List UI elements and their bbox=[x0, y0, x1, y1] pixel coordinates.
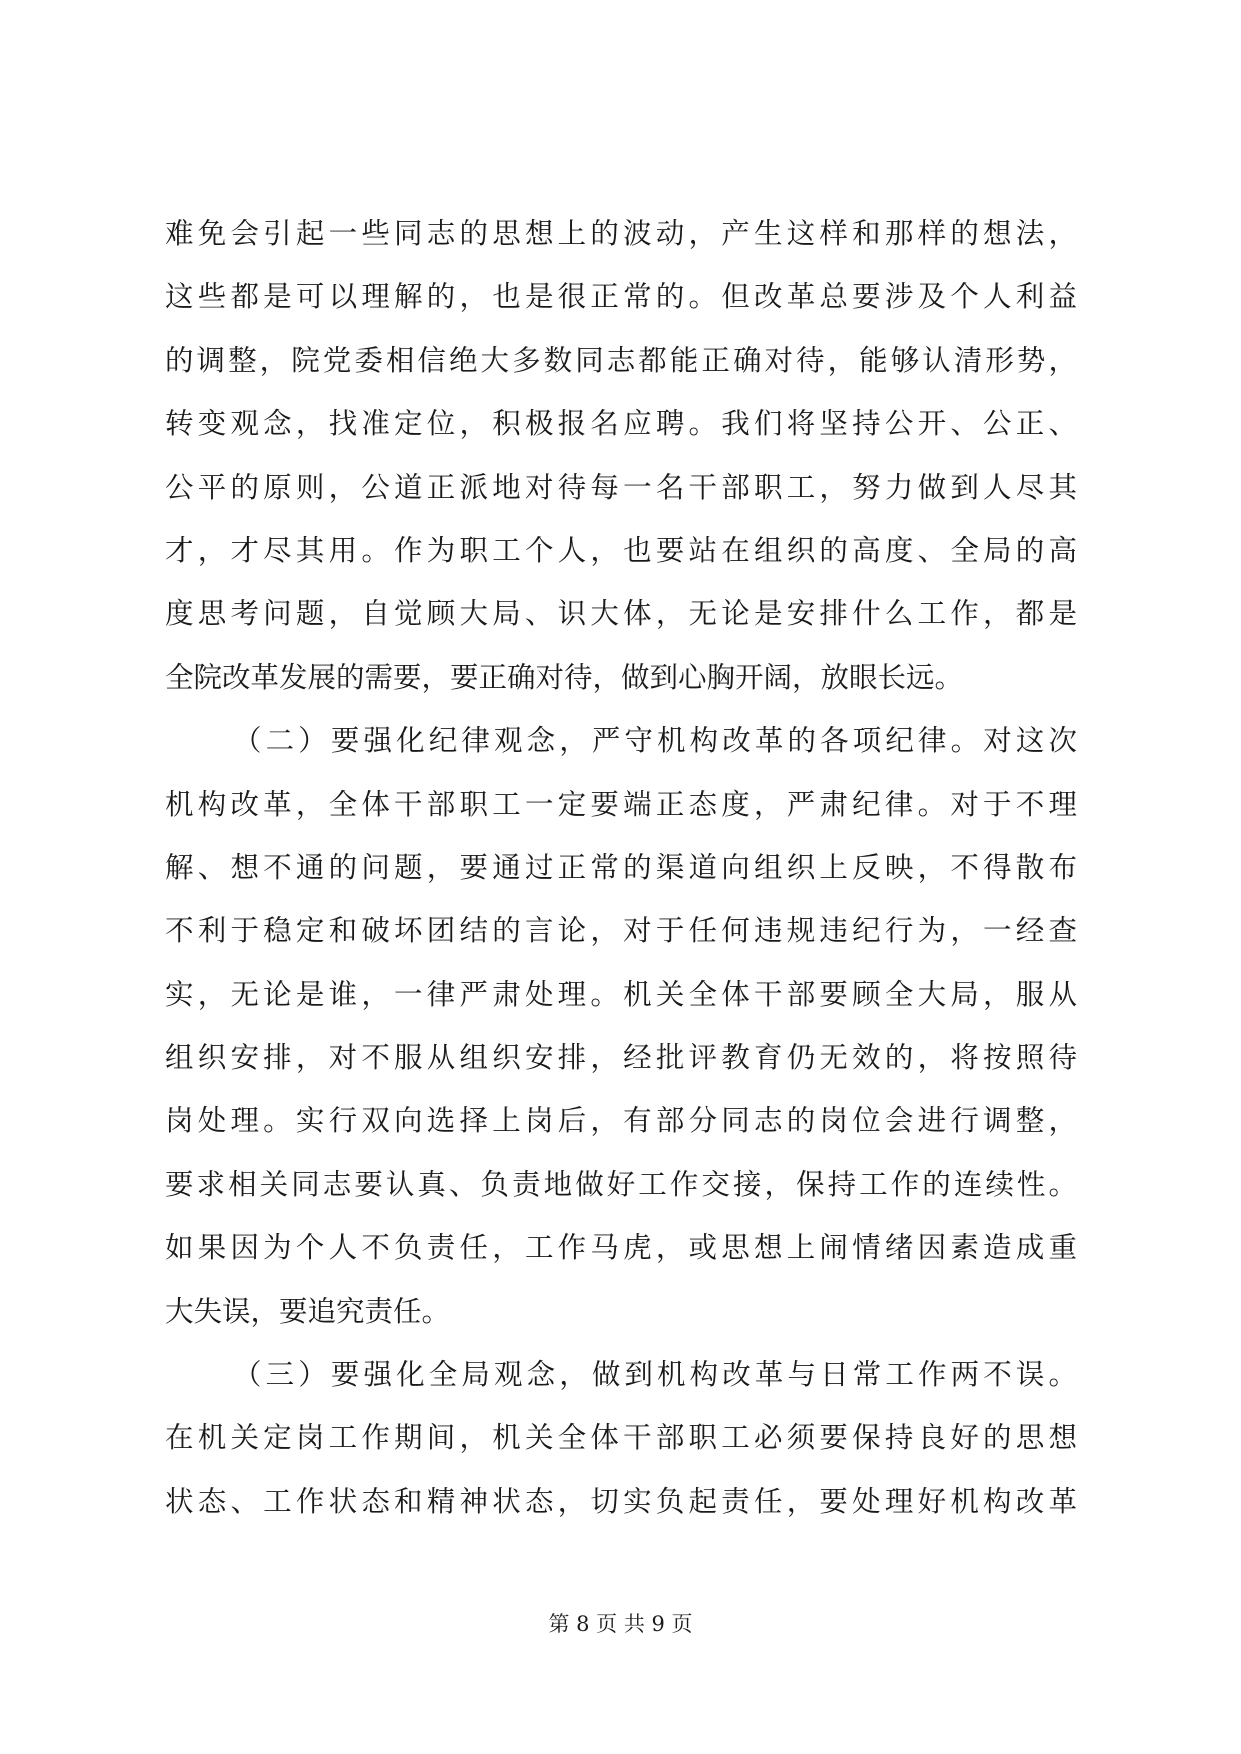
body-text bbox=[165, 202, 1077, 1533]
text-line: 如果因为个人不负责任，工作马虎，或思想上闹情绪因素造成重 bbox=[165, 1231, 1077, 1265]
text-line: 机构改革，全体干部职工一定要端正态度，严肃纪律。对于不理 bbox=[165, 787, 1077, 821]
paragraph-heading-3: （三）要强化全局观念，做到机构改革与日常工作两不误。 bbox=[233, 1358, 1077, 1392]
paragraph-heading-2: （二）要强化纪律观念，严守机构改革的各项纪律。对这次 bbox=[233, 724, 1077, 758]
text-line: 组织安排，对不服从组织安排，经批评教育仍无效的，将按照待 bbox=[165, 1041, 1077, 1075]
text-line: 解、想不通的问题，要通过正常的渠道向组织上反映，不得散布 bbox=[165, 850, 1077, 884]
text-line: 要求相关同志要认真、负责地做好工作交接，保持工作的连续性。 bbox=[165, 1167, 1077, 1201]
text-line: 大失误，要追究责任。 bbox=[165, 1294, 451, 1328]
text-line: 转变观念，找准定位，积极报名应聘。我们将坚持公开、公正、 bbox=[165, 407, 1077, 441]
text-line: 岗处理。实行双向选择上岗后，有部分同志的岗位会进行调整， bbox=[165, 1104, 1077, 1138]
text-line: 的调整，院党委相信绝大多数同志都能正确对待，能够认清形势， bbox=[165, 343, 1077, 377]
text-line: 这些都是可以理解的，也是很正常的。但改革总要涉及个人利益 bbox=[165, 280, 1077, 314]
text-line: 度思考问题，自觉顾大局、识大体，无论是安排什么工作，都是 bbox=[165, 597, 1077, 631]
text-line: 不利于稳定和破坏团结的言论，对于任何违规违纪行为，一经查 bbox=[165, 914, 1077, 948]
page-number-footer: 第 8 页 共 9 页 bbox=[548, 1612, 693, 1636]
text-line: 才，才尽其用。作为职工个人，也要站在组织的高度、全局的高 bbox=[165, 533, 1077, 567]
text-line: 状态、工作状态和精神状态，切实负起责任，要处理好机构改革 bbox=[165, 1484, 1077, 1518]
text-line: 全院改革发展的需要，要正确对待，做到心胸开阔，放眼长远。 bbox=[165, 660, 964, 694]
text-line: 在机关定岗工作期间，机关全体干部职工必须要保持良好的思想 bbox=[165, 1421, 1077, 1455]
text-line: 公平的原则，公道正派地对待每一名干部职工，努力做到人尽其 bbox=[165, 470, 1077, 504]
text-line: 实，无论是谁，一律严肃处理。机关全体干部要顾全大局，服从 bbox=[165, 977, 1077, 1011]
text-line: 难免会引起一些同志的思想上的波动，产生这样和那样的想法， bbox=[165, 217, 1077, 250]
